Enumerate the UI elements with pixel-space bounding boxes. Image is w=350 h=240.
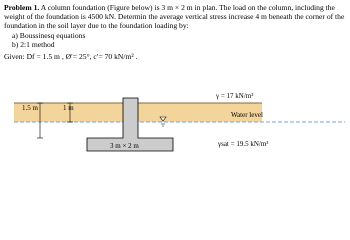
problem-text: A column foundation (Figure below) is 3 m × 2 m in plan. The load on the column, including the weight of the foundation is 4500 kN. Determin the average vertical stress increase 4 m beneath the corner of the foundation in the soil layer due to the foundation loading by: <box>4 3 345 31</box>
problem-heading: Problem 1. <box>4 3 40 12</box>
gamma-sat-label: γsat = 19.5 kN/m³ <box>218 140 269 148</box>
method-item: a) Boussinesq equations <box>12 30 86 40</box>
gamma-label: γ = 17 kN/m³ <box>216 92 254 100</box>
method-item: b) 2:1 method <box>12 39 55 49</box>
water-level-label: Water level <box>231 111 263 119</box>
depth-label: 1.5 m <box>22 104 38 112</box>
footing-label: 3 m × 2 m <box>110 142 139 150</box>
given-prefix: Given: <box>4 52 27 62</box>
water-depth-label: 1 m <box>63 104 74 112</box>
given-values: Df = 1.5 m , Ø′= 25°, c′= 70 kN/m² . <box>26 52 138 62</box>
